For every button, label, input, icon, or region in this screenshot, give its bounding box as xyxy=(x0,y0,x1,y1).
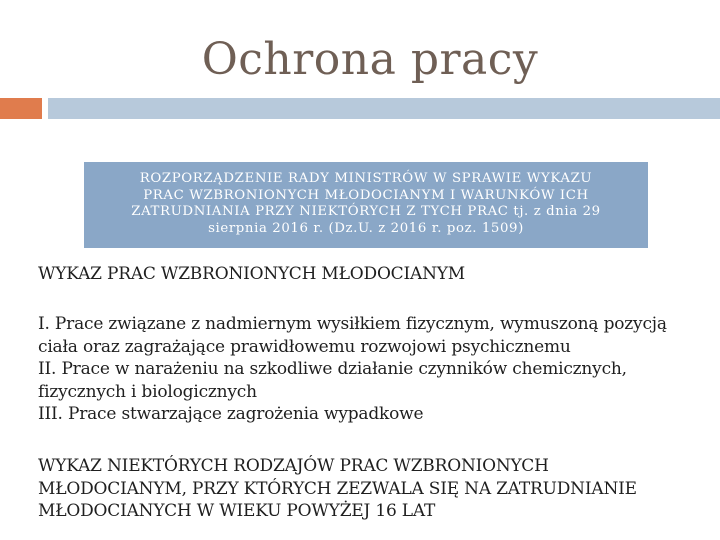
heading-line: MŁODOCIANYCH W WIEKU POWYŻEJ 16 LAT xyxy=(38,501,436,521)
list-item: fizycznych i biologicznych xyxy=(38,381,257,402)
list-item: ciała oraz zagrażające prawidłowemu rozwojowi psychicznemu xyxy=(38,336,571,357)
heading-permitted-works xyxy=(38,455,708,523)
heading-prohibited-works: WYKAZ PRAC WZBRONIONYCH MŁODOCIANYM xyxy=(38,264,465,284)
regulation-title xyxy=(92,171,640,237)
list-item: III. Prace stwarzające zagrożenia wypadkowe xyxy=(38,404,424,424)
regulation-line: PRAC WZBRONIONYCH MŁODOCIANYM I WARUNKÓW ICH xyxy=(143,187,589,203)
prohibited-works-list xyxy=(38,313,716,426)
regulation-banner xyxy=(84,162,648,248)
regulation-line: sierpnia 2016 r. (Dz.U. z 2016 r. poz. 1509) xyxy=(208,220,524,236)
regulation-line: ZATRUDNIANIA PRZY NIEKTÓRYCH Z TYCH PRAC tj. z dnia 29 xyxy=(131,204,601,219)
heading-line: MŁODOCIANYM, PRZY KTÓRYCH ZEZWALA SIĘ NA ZATRUDNIANIE xyxy=(38,478,637,499)
list-item: II. Prace w narażeniu na szkodliwe działanie czynników chemicznych, xyxy=(38,359,627,379)
heading-line: WYKAZ NIEKTÓRYCH RODZAJÓW PRAC WZBRONIONYCH xyxy=(38,456,549,476)
regulation-line: ROZPORZĄDZENIE RADY MINISTRÓW W SPRAWIE WYKAZU xyxy=(139,171,593,186)
accent-bar xyxy=(0,98,42,119)
divider-bar xyxy=(48,98,720,119)
list-item: I. Prace związane z nadmiernym wysiłkiem fizycznym, wymuszoną pozycją xyxy=(38,314,667,334)
slide-title: Ochrona pracy xyxy=(201,34,539,85)
